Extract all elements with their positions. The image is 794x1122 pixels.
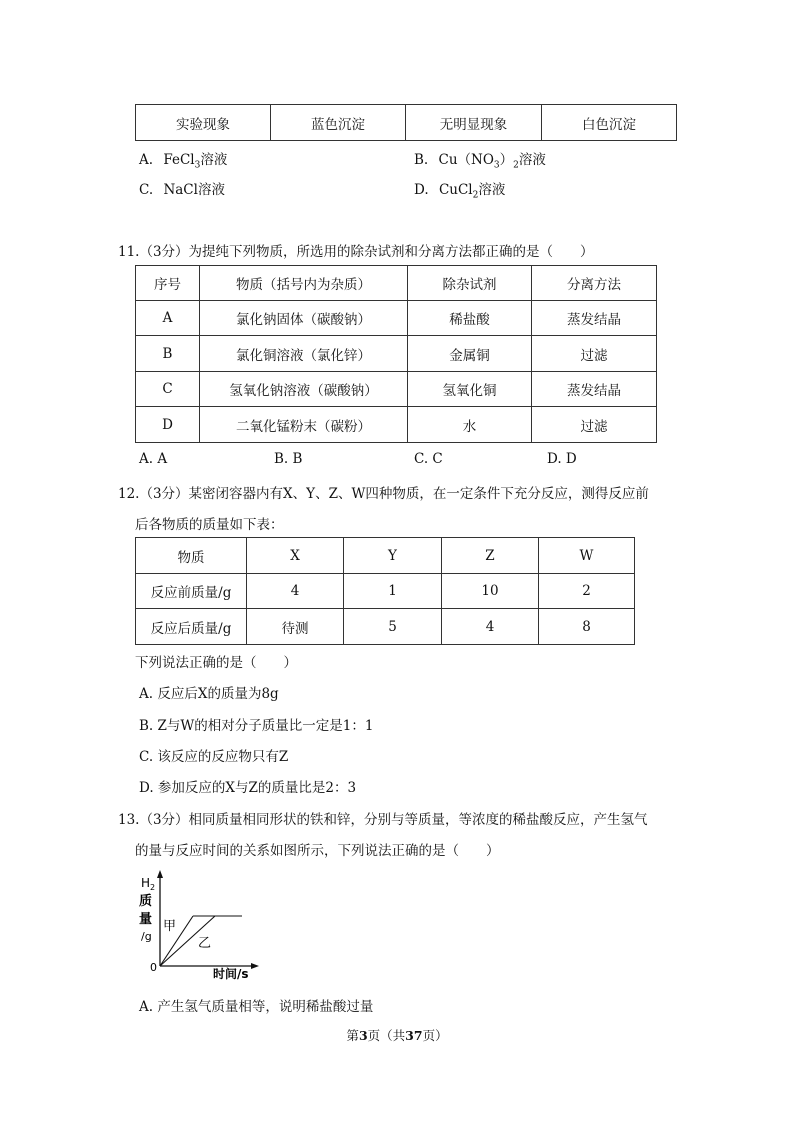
table-header-row bbox=[136, 266, 657, 301]
table-cell: 氢氧化铜 bbox=[408, 372, 532, 407]
q11-stem: 11.（3分）为提纯下列物质，所选用的除杂试剂和分离方法都正确的是（ ） bbox=[118, 244, 594, 260]
option-letter: D. bbox=[414, 182, 429, 198]
table-cell: 氢氧化钠溶液（碳酸钠） bbox=[200, 372, 408, 407]
table-cell: 4 bbox=[247, 574, 344, 609]
option-letter: B. bbox=[414, 152, 429, 168]
table-header: 除杂试剂 bbox=[408, 266, 532, 301]
table-cell: D bbox=[136, 407, 200, 443]
q10-option-d[interactable] bbox=[414, 178, 505, 201]
option-text: Cu（NO bbox=[438, 152, 494, 168]
line-yi-label: 乙 bbox=[198, 936, 212, 951]
table-cell: 8 bbox=[539, 609, 635, 645]
q12-option-d[interactable]: D. 参加反应的X与Z的质量比是2：3 bbox=[139, 780, 357, 796]
table-cell: 1 bbox=[344, 574, 442, 609]
table-header: 物质（括号内为杂质） bbox=[200, 266, 408, 301]
y-label-unit: /g bbox=[141, 930, 152, 943]
footer-text: 页（共 bbox=[367, 1028, 406, 1043]
table-header: 物质 bbox=[136, 538, 247, 574]
table-cell: 5 bbox=[344, 609, 442, 645]
q11-option-d[interactable]: D. D bbox=[547, 451, 577, 467]
line-jia-label: 甲 bbox=[163, 919, 177, 934]
page-number: 3 bbox=[358, 1028, 368, 1043]
option-text: FeCl bbox=[163, 152, 195, 168]
option-text: 溶液 bbox=[200, 152, 228, 168]
q12-stem-line2: 后各物质的质量如下表： bbox=[135, 517, 284, 533]
option-subscript: 2 bbox=[513, 160, 519, 171]
q10-option-a[interactable] bbox=[139, 148, 227, 171]
table-cell: 过滤 bbox=[532, 407, 657, 443]
table-cell: 水 bbox=[408, 407, 532, 443]
option-subscript: 3 bbox=[194, 160, 201, 171]
origin-label: 0 bbox=[150, 961, 157, 974]
table-row bbox=[136, 372, 657, 407]
table-cell: 蒸发结晶 bbox=[532, 372, 657, 407]
y-label-char2: 量 bbox=[139, 912, 153, 927]
q12-option-c[interactable]: C. 该反应的反应物只有Z bbox=[139, 749, 289, 765]
option-text: NaCl溶液 bbox=[163, 182, 225, 198]
table-cell: 实验现象 bbox=[136, 105, 271, 141]
q11-option-a[interactable]: A. A bbox=[139, 451, 168, 467]
page-footer bbox=[0, 1026, 794, 1044]
q13-option-a[interactable]: A. 产生氢气质量相等，说明稀盐酸过量 bbox=[139, 999, 374, 1015]
y-label-h: $H_2$ bbox=[141, 876, 156, 892]
table-cell: 蒸发结晶 bbox=[532, 301, 657, 336]
total-pages: 37 bbox=[405, 1028, 423, 1043]
table-cell: 二氧化锰粉末（碳粉） bbox=[200, 407, 408, 443]
table-cell: 白色沉淀 bbox=[542, 105, 677, 141]
q11-table bbox=[135, 265, 657, 443]
table-cell: C bbox=[136, 372, 200, 407]
q10-option-b[interactable] bbox=[414, 148, 546, 171]
option-subscript: 3 bbox=[493, 160, 500, 171]
q13-stem-line2: 的量与反应时间的关系如图所示，下列说法正确的是（ ） bbox=[135, 843, 500, 859]
table-row bbox=[136, 336, 657, 372]
q11-option-b[interactable]: B. B bbox=[274, 451, 303, 467]
table-header: Y bbox=[344, 538, 442, 574]
option-subscript: 2 bbox=[472, 190, 479, 201]
table-row bbox=[136, 105, 677, 141]
q13-stem-line1: 13.（3分）相同质量相同形状的铁和锌，分别与等质量，等浓度的稀盐酸反应，产生氢气 bbox=[118, 812, 648, 828]
q12-stem-line1: 12.（3分）某密闭容器内有X、Y、Z、W四种物质，在一定条件下充分反应，测得反应前 bbox=[118, 486, 649, 502]
table-header: W bbox=[539, 538, 635, 574]
table-row bbox=[136, 609, 635, 645]
table-cell: 4 bbox=[442, 609, 539, 645]
table-header: 分离方法 bbox=[532, 266, 657, 301]
table-cell: 氯化钠固体（碳酸钠） bbox=[200, 301, 408, 336]
table-row bbox=[136, 301, 657, 336]
table-row bbox=[136, 407, 657, 443]
y-label-char1: 质 bbox=[139, 894, 153, 909]
q10-table bbox=[135, 104, 677, 141]
table-cell: 无明显现象 bbox=[406, 105, 542, 141]
table-cell: 氯化铜溶液（氯化锌） bbox=[200, 336, 408, 372]
table-cell: 待测 bbox=[247, 609, 344, 645]
option-letter: A. bbox=[139, 152, 154, 168]
footer-text: 页） bbox=[422, 1028, 448, 1043]
table-row bbox=[136, 574, 635, 609]
option-text: 溶液 bbox=[518, 152, 546, 168]
table-cell: A bbox=[136, 301, 200, 336]
table-cell: B bbox=[136, 336, 200, 372]
table-cell: 金属铜 bbox=[408, 336, 532, 372]
table-header: Z bbox=[442, 538, 539, 574]
x-axis-arrow-icon bbox=[251, 963, 259, 969]
table-cell: 反应后质量/g bbox=[136, 609, 247, 645]
q12-option-b[interactable]: B. Z与W的相对分子质量比一定是1：1 bbox=[139, 718, 374, 734]
y-axis-arrow-icon bbox=[157, 870, 163, 878]
table-cell: 稀盐酸 bbox=[408, 301, 532, 336]
table-cell: 过滤 bbox=[532, 336, 657, 372]
q13-graph bbox=[135, 868, 265, 980]
table-cell: 2 bbox=[539, 574, 635, 609]
option-letter: C. bbox=[139, 182, 154, 198]
option-text: CuCl bbox=[438, 182, 473, 198]
option-text: ） bbox=[499, 152, 514, 168]
q11-option-c[interactable]: C. C bbox=[414, 451, 443, 467]
x-axis-label: 时间/s bbox=[213, 967, 249, 980]
table-cell: 反应前质量/g bbox=[136, 574, 247, 609]
table-cell: 蓝色沉淀 bbox=[271, 105, 406, 141]
option-text: 溶液 bbox=[478, 182, 506, 198]
q12-option-a[interactable]: A. 反应后X的质量为8g bbox=[139, 686, 279, 702]
table-cell: 10 bbox=[442, 574, 539, 609]
q10-option-c[interactable] bbox=[139, 178, 225, 198]
q12-prompt: 下列说法正确的是（ ） bbox=[135, 655, 297, 671]
table-header: X bbox=[247, 538, 344, 574]
q12-table bbox=[135, 537, 635, 645]
table-header: 序号 bbox=[136, 266, 200, 301]
table-header-row bbox=[136, 538, 635, 574]
footer-text: 第 bbox=[346, 1028, 359, 1043]
